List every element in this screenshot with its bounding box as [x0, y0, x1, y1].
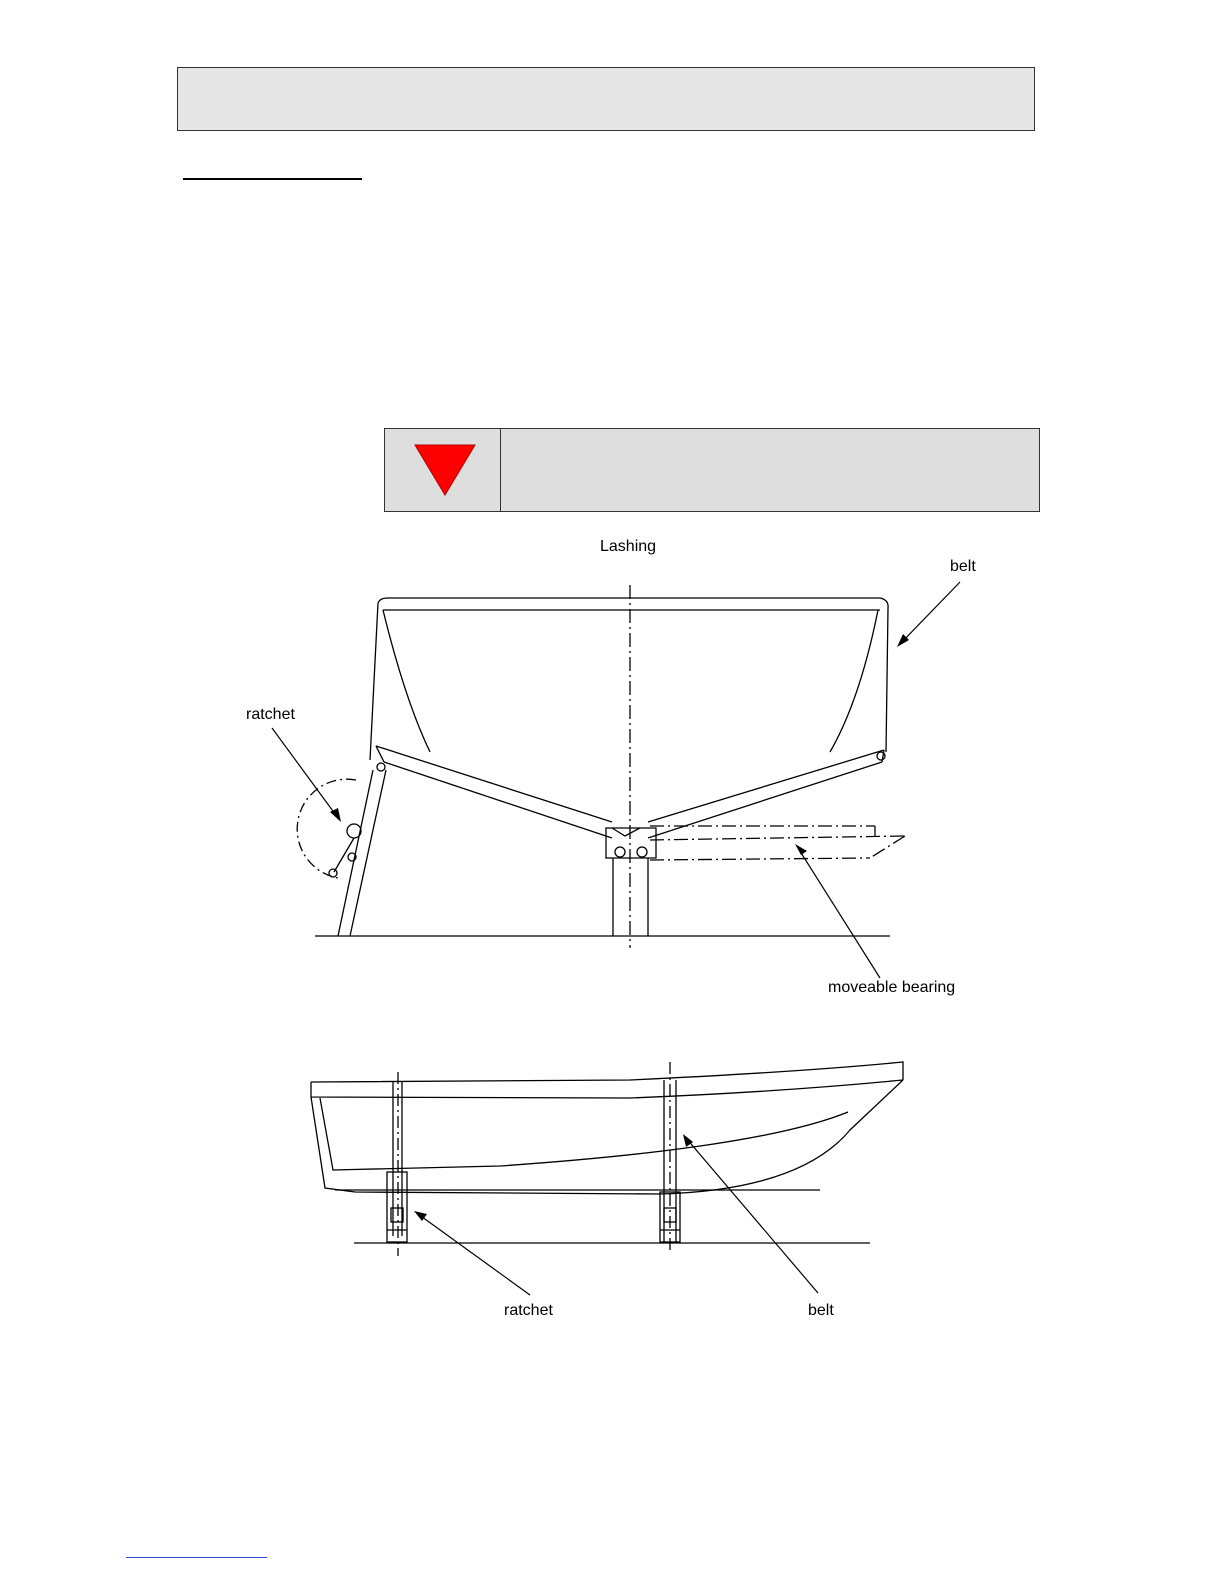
leader-arrows	[272, 582, 960, 1295]
footer-link-underline	[126, 1557, 267, 1558]
front-view-hull	[370, 598, 888, 836]
label-ratchet-front: ratchet	[246, 706, 295, 723]
side-view-ratchets	[387, 1172, 680, 1242]
side-view-hull	[311, 1062, 903, 1194]
label-ratchet-side: ratchet	[504, 1302, 553, 1319]
label-moveable-bearing: moveable bearing	[828, 979, 956, 996]
front-view-cradle	[297, 746, 885, 936]
label-belt-side: belt	[808, 1302, 834, 1319]
front-view-moveable-bearing	[650, 826, 905, 860]
label-belt-front: belt	[950, 558, 976, 575]
figure-title: Lashing	[600, 538, 657, 555]
